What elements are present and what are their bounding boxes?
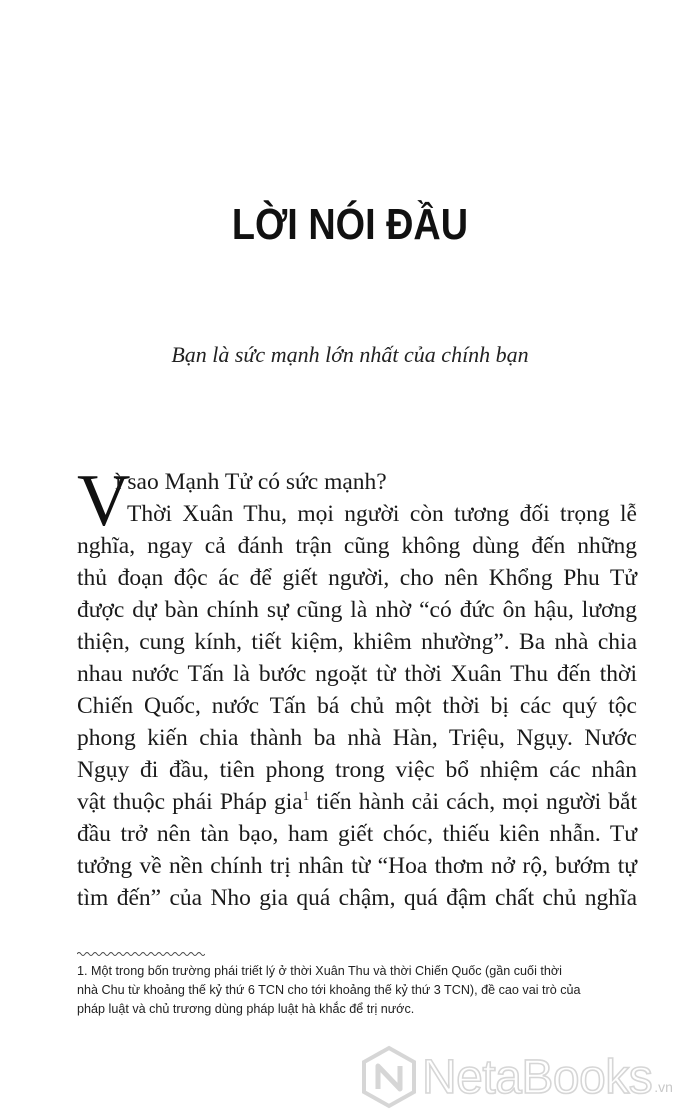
watermark-tld: .vn [654, 1079, 673, 1095]
body-line: thiện, cung kính, tiết kiệm, khiêm nhường”. Ba nhà chia [77, 629, 637, 655]
body-line: phong kiến chia thành ba nhà Hàn, Triệu, Ngụy. Nước [77, 725, 637, 751]
chapter-title: LỜI NÓI ĐẦU [231, 200, 469, 249]
watermark [360, 1042, 673, 1112]
drop-cap: V [77, 460, 131, 542]
epigraph: Bạn là sức mạnh lớn nhất của chính bạn [171, 342, 529, 367]
body-line-text: tiến hành cải cách, mọi người bắt [309, 789, 637, 815]
body-line: Chiến Quốc, nước Tấn bá chủ một thời bị các quý tộc [77, 693, 637, 719]
body-line: đầu trở nên tàn bạo, ham giết chóc, thiếu kiên nhẫn. Tư [77, 821, 637, 847]
body-line: Ngụy đi đầu, tiên phong trong việc bổ nhiệm các nhân [77, 757, 637, 783]
body-line: được dự bàn chính sự cũng là nhờ “có đức ôn hậu, lương [77, 597, 637, 623]
body-line: ì sao Mạnh Tử có sức mạnh? [115, 469, 387, 495]
body-text [77, 460, 637, 914]
body-line-text: vật thuộc phái Pháp gia [77, 789, 303, 815]
body-line: tìm đến” của Nho gia quá chậm, quá đậm chất chủ nghĩa [77, 885, 637, 911]
watermark-brand: NetaBooks [422, 1050, 653, 1104]
body-line-with-footnote [77, 786, 637, 818]
body-line: Thời Xuân Thu, mọi người còn tương đối trọng lễ [127, 501, 637, 527]
footnote-line: 1. Một trong bốn trường phái triết lý ở thời Xuân Thu và thời Chiến Quốc (gần cuối thời [77, 964, 562, 978]
body-line: nhau nước Tấn là bước ngoặt từ thời Xuân Thu đến thời [77, 661, 637, 687]
body-line: nghĩa, ngay cả đánh trận cũng không dùng đến những [77, 533, 637, 559]
footnote-marker: 1 [302, 788, 310, 803]
footnote-line: nhà Chu từ khoảng thế kỷ thứ 6 TCN cho tới khoảng thế kỷ thứ 3 TCN), đề cao vai trò của [77, 983, 581, 997]
body-line: tưởng về nền chính trị nhân từ “Hoa thơm nở rộ, bướm tự [77, 853, 637, 879]
body-line: thủ đoạn độc ác để giết người, cho nên Khổng Phu Tử [77, 565, 637, 591]
second-line [77, 498, 637, 530]
footnote [77, 962, 647, 1019]
footnote-line: pháp luật và chủ trương dùng pháp luật hà khắc để trị nước. [77, 1002, 415, 1016]
netabooks-logo-icon [360, 1045, 418, 1109]
footnote-rule [77, 951, 205, 957]
